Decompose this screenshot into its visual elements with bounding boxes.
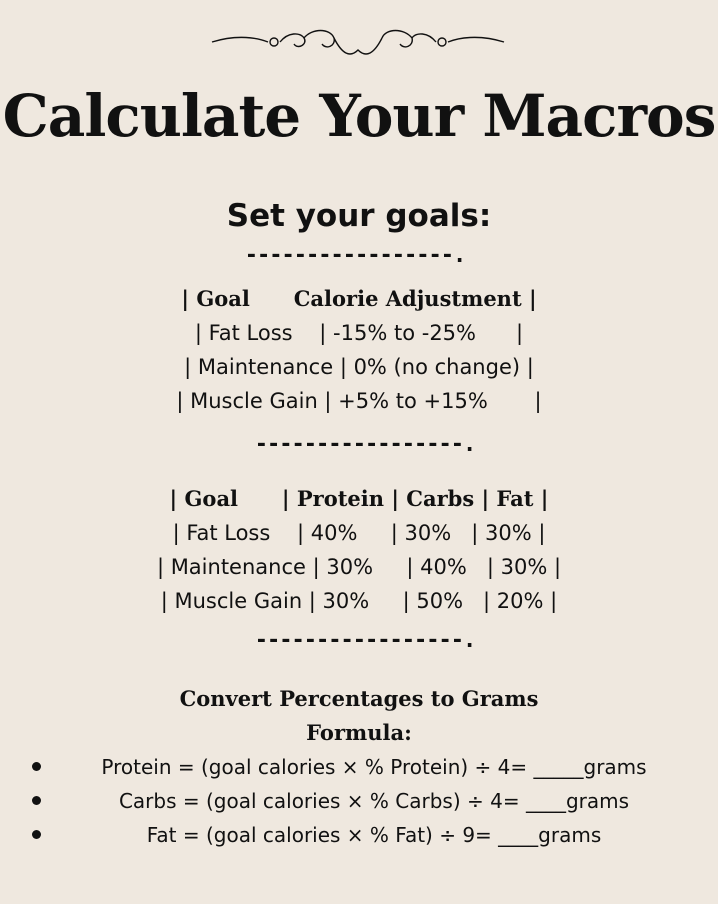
flourish-ornament: [208, 24, 508, 60]
divider: -----------------.: [254, 628, 476, 653]
formula-fat: Fat = (goal calories × % Fat) ÷ 9= ____grams: [146, 823, 602, 847]
divider: -----------------.: [244, 243, 466, 268]
convert-heading: Convert Percentages to Grams: [179, 686, 539, 711]
table2-row: | Muscle Gain | 30% | 50% | 20% |: [160, 589, 558, 613]
table1-row: | Maintenance | 0% (no change) |: [184, 355, 534, 379]
table2-row: | Maintenance | 30% | 40% | 30% |: [156, 555, 562, 579]
table1-header: | Goal Calorie Adjustment |: [181, 286, 537, 311]
divider: -----------------.: [254, 432, 476, 457]
goals-heading: Set your goals:: [226, 198, 492, 234]
page-title: Calculate Your Macros: [2, 82, 716, 150]
formula-label: Formula:: [306, 720, 412, 745]
table2-row: | Fat Loss | 40% | 30% | 30% |: [172, 521, 546, 545]
formula-carbs: Carbs = (goal calories × % Carbs) ÷ 4= ____grams: [118, 789, 630, 813]
table1-row: | Muscle Gain | +5% to +15% |: [176, 389, 542, 413]
table2-header: | Goal | Protein | Carbs | Fat |: [169, 486, 549, 511]
table1-row: | Fat Loss | -15% to -25% |: [194, 321, 524, 345]
formula-protein: Protein = (goal calories × % Protein) ÷ 4= _____grams: [101, 755, 647, 779]
